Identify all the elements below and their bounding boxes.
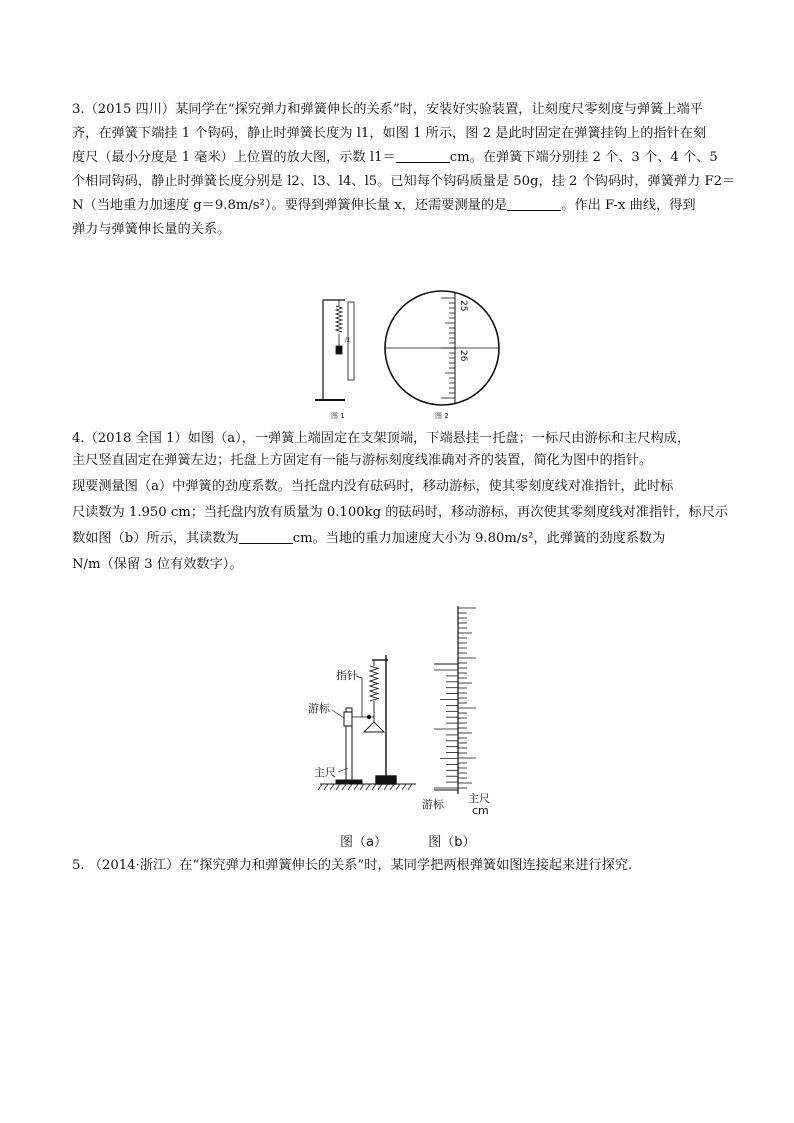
figa-spring (364, 660, 384, 732)
q4-figures (308, 600, 518, 840)
figa-hatch-line (396, 784, 400, 790)
q3-line-4: 个相同钩码，静止时弹簧长度分别是 l2、l3、l4、l5。已知每个钩码质量是 50g，挂 2 个钩码时，弹簧弹力 F2＝ (72, 174, 736, 189)
figb-label-vernier: 游标 (422, 798, 444, 811)
figa-ground-hatch (318, 784, 412, 790)
question-3 (72, 98, 736, 242)
q4-line-1: 4.（2018 全国 1）如图（a），一弹簧上端固定在支架顶端，下端悬挂一托盘；一标尺由游标和主尺构成， (72, 431, 691, 446)
answer-blank-reading[interactable] (239, 529, 293, 544)
q4-line-4: 尺读数为 1.950 cm；当托盘内放有质量为 0.100kg 的砝码时，移动游标，再次使其零刻度线对准指针，标尺示 (72, 505, 729, 520)
fig2-label: 图 2 (435, 412, 449, 420)
q4-line-3: 现要测量图（a）中弹簧的劲度系数。当托盘内没有砝码时，移动游标，使其零刻度线对准指针，此时标 (72, 479, 674, 494)
q3-line-6: 弹力与弹簧伸长量的关系。 (72, 222, 231, 237)
figa-hatch-line (366, 784, 370, 790)
fig2-mark-26: 26 (458, 350, 468, 362)
question-4 (72, 427, 729, 577)
q3-line-2: 齐，在弹簧下端挂 1 个钩码，静止时弹簧长度为 l1，如图 1 所示，图 2 是此时固定在弹簧挂钩上的指针在刻 (72, 126, 707, 141)
figa-hatch-line (360, 784, 364, 790)
figa-label-pointer: 指针 (336, 669, 358, 682)
q3-line-5 (72, 194, 722, 218)
q3-line-3 (72, 146, 722, 170)
q4-line-5 (72, 527, 722, 551)
q5-line-1: 5. （2014·浙江）在“探究弹力和弹簧伸长的关系”时，某同学把两根弹簧如图连接起来进行探究. (72, 858, 633, 873)
figa-hatch-line (390, 784, 394, 790)
answer-blank-l1[interactable] (396, 148, 450, 163)
q3-line-1: 3.（2015 四川）某同学在“探究弹力和弹簧伸长的关系”时，安装好实验装置，让刻度尺零刻度与弹簧上端平 (72, 102, 703, 117)
q3-line-3-b: cm。在弹簧下端分别挂 2 个、3 个、4 个、5 (449, 150, 718, 165)
figa-hatch-line (318, 784, 322, 790)
figa-hatch-line (354, 784, 358, 790)
figb-main-scale-ticks (458, 608, 476, 788)
question-5 (72, 854, 722, 878)
figb-label-cm: cm (472, 804, 489, 817)
q4-line-5-b: cm。当地的重力加速度大小为 9.80m/s²，此弹簧的劲度系数为 (292, 531, 666, 546)
figa-label-vernier: 游标 (308, 702, 330, 715)
q4-line-6: N/m（保留 3 位有效数字）。 (72, 557, 243, 572)
figa-hatch-line (408, 784, 412, 790)
figa-hatch-line (348, 784, 352, 790)
fig1-label: 图 1 (331, 412, 345, 420)
figa-hatch-line (330, 784, 334, 790)
figb-vernier-body (434, 664, 458, 790)
fig1-l1-label: l1 (345, 337, 351, 344)
q4-line-2: 主尺竖直固定在弹簧左边；托盘上方固定有一能与游标刻度线准确对齐的装置，简化为图中的指针。 (72, 453, 653, 468)
figa-hatch-line (378, 784, 382, 790)
q4-figure-caption: 图（a） 图（b） (340, 835, 476, 850)
figb-label-main: 主尺 (468, 792, 490, 805)
figa-hatch-line (324, 784, 328, 790)
figa-vernier (344, 712, 352, 726)
figa-hatch-line (336, 784, 340, 790)
figa-leader-vernier (332, 710, 344, 718)
fig2-mark-25: 25 (458, 300, 468, 312)
q3-figures (305, 290, 505, 422)
q3-line-3-a: 度尺（最小分度是 1 毫米）上位置的放大图，示数 l1＝ (72, 150, 396, 165)
fig1-spring (336, 300, 342, 354)
figa-hatch-line (342, 784, 346, 790)
figa-hatch-line (384, 784, 388, 790)
figb-vernier-ticks (434, 670, 458, 788)
figa-hatch-line (402, 784, 406, 790)
q3-line-5-a: N（当地重力加速度 g＝9.8m/s²）。要得到弹簧伸长量 x，还需要测量的是 (72, 198, 508, 213)
fig2-scale-ticks (441, 298, 455, 398)
figa-pointer (352, 676, 374, 719)
q4-line-5-a: 数如图（b）所示，其读数为 (72, 531, 239, 546)
answer-blank-measure[interactable] (507, 196, 561, 211)
figa-label-main: 主尺 (314, 766, 336, 779)
figa-hatch-line (372, 784, 376, 790)
q3-line-5-b: 。作出 F-x 曲线，得到 (561, 198, 696, 213)
